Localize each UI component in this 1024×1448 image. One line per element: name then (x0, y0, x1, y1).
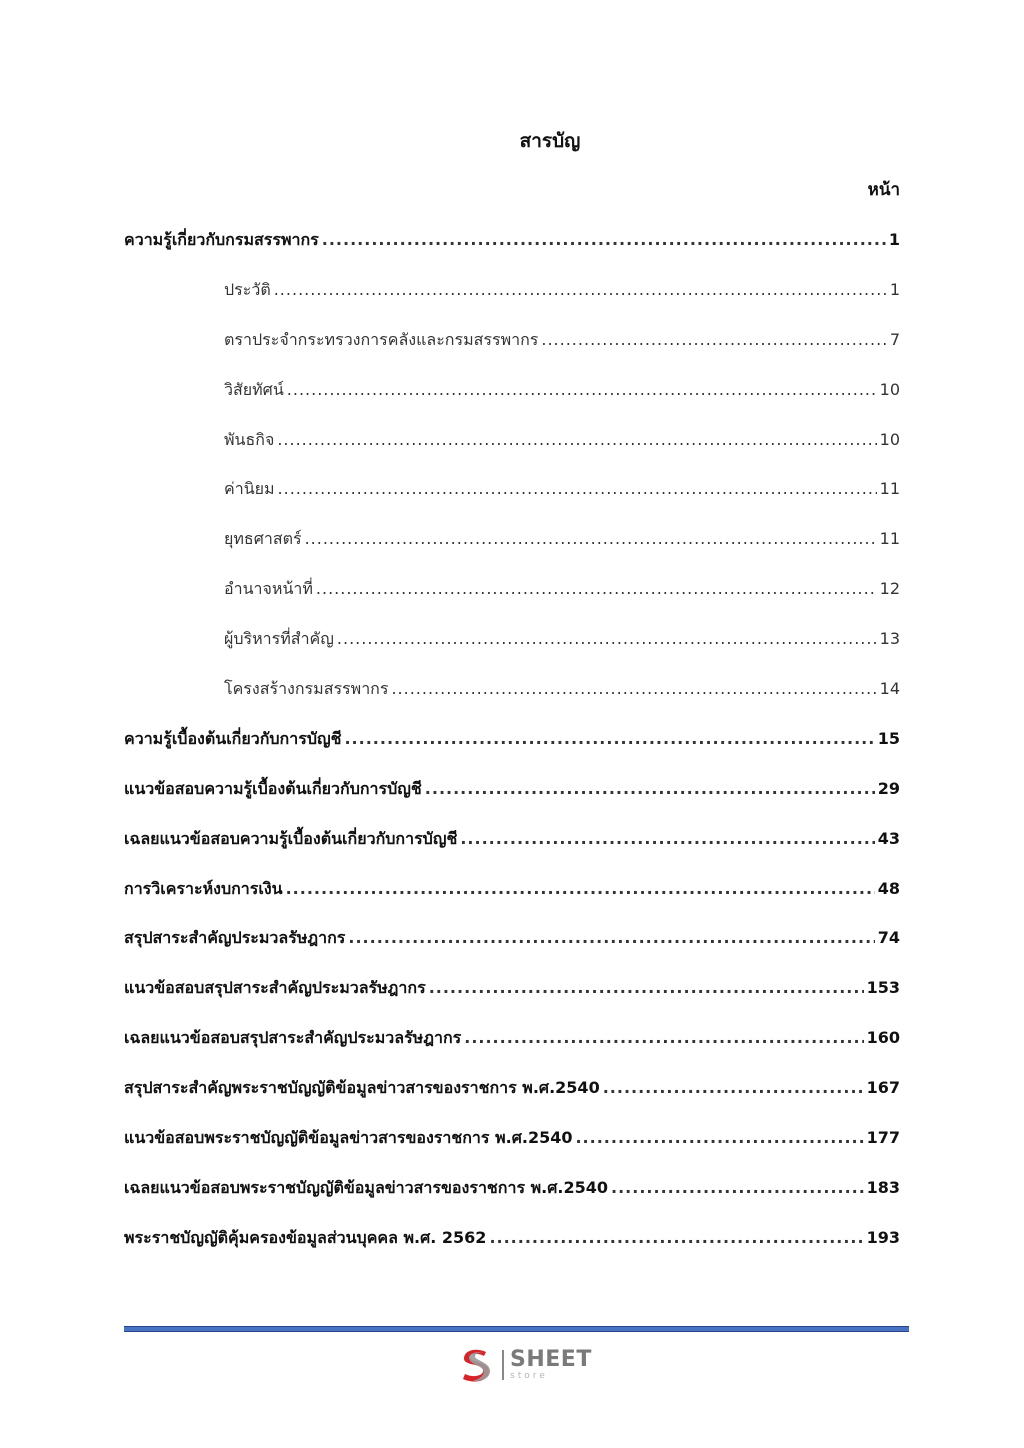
toc-page-number: 160 (866, 1028, 900, 1048)
toc-entry-title: ผู้บริหารที่สำคัญ (224, 629, 334, 649)
toc-entry-title: ความรู้เบื้องต้นเกี่ยวกับการบัญชี (124, 728, 342, 748)
toc-page-number: 11 (879, 479, 900, 499)
toc-row-subsection (124, 324, 900, 374)
toc-page-number: 12 (879, 579, 900, 599)
toc-row-section (124, 723, 900, 773)
toc-entry-title: เฉลยแนวข้อสอบความรู้เบื้องต้นเกี่ยวกับการบัญชี (124, 828, 458, 848)
toc-entry-title: ค่านิยม (224, 479, 275, 499)
toc-dot-leader (286, 873, 875, 905)
toc-entry-title: สรุปสาระสำคัญประมวลรัษฎากร (124, 928, 346, 948)
toc-entry-title: ความรู้เกี่ยวกับกรมสรรพากร (124, 230, 319, 249)
toc-row-section (124, 224, 900, 274)
toc-entry-title: การวิเคราะห์งบการเงิน (124, 878, 283, 898)
toc-page-number: 48 (877, 878, 900, 898)
toc-dot-leader (391, 673, 876, 705)
toc-row-subsection (124, 473, 900, 523)
toc-row-section (124, 922, 900, 972)
toc-page-number: 11 (879, 529, 900, 549)
toc-dot-leader (425, 773, 875, 805)
toc-dot-leader (464, 1022, 863, 1054)
toc-entry-title: พันธกิจ (224, 429, 275, 449)
page-title: สารบัญ (519, 130, 581, 152)
toc-page-number: 7 (889, 329, 900, 349)
page-number-column-header: หน้า (867, 180, 900, 200)
toc-dot-leader (344, 723, 874, 755)
toc-row-section (124, 1122, 900, 1172)
toc-entry-title: เฉลยแนวข้อสอบสรุปสาระสำคัญประมวลรัษฎากร (124, 1028, 462, 1048)
toc-dot-leader (429, 972, 864, 1004)
toc-dot-leader (305, 523, 877, 555)
toc-row-subsection (124, 523, 900, 573)
toc-dot-leader (603, 1072, 864, 1104)
toc-entry-title: แนวข้อสอบความรู้เบื้องต้นเกี่ยวกับการบัญชี (124, 778, 422, 798)
toc-entry-title: วิสัยทัศน์ (224, 379, 284, 399)
toc-entry-title: สรุปสาระสำคัญพระราชบัญญัติข้อมูลข่าวสารของราชการ พ.ศ.2540 (124, 1078, 600, 1098)
brand-divider (502, 1350, 504, 1380)
toc-entry-title: พระราชบัญญัติคุ้มครองข้อมูลส่วนบุคคล พ.ศ. 2562 (124, 1227, 487, 1247)
brand-logo (456, 1344, 592, 1386)
toc-page-number: 74 (877, 928, 900, 948)
toc-page-number: 13 (879, 629, 900, 649)
toc-row-section (124, 1072, 900, 1122)
toc-row-subsection (124, 673, 900, 723)
table-of-contents (124, 224, 900, 1272)
toc-row-section (124, 873, 900, 923)
toc-dot-leader (287, 374, 877, 406)
toc-entry-title: ตราประจำกระทรวงการคลังและกรมสรรพากร (224, 329, 539, 349)
sheet-store-logo-icon (456, 1345, 496, 1385)
toc-dot-leader (541, 324, 886, 356)
brand-subtitle: store (510, 1371, 548, 1381)
toc-row-subsection (124, 623, 900, 673)
toc-page-number: 29 (877, 778, 900, 798)
toc-dot-leader (278, 473, 877, 505)
toc-entry-title: ประวัติ (224, 279, 271, 299)
toc-page-number: 177 (866, 1128, 900, 1148)
toc-dot-leader (348, 922, 874, 954)
toc-row-subsection (124, 424, 900, 474)
toc-row-section (124, 773, 900, 823)
footer-rule (124, 1326, 909, 1332)
brand-text (510, 1349, 592, 1381)
toc-page-number: 14 (879, 679, 900, 699)
toc-entry-title: อำนาจหน้าที่ (224, 579, 313, 599)
toc-row-subsection (124, 374, 900, 424)
toc-page-number: 1 (888, 230, 900, 249)
toc-row-section (124, 1222, 900, 1272)
toc-entry-title: แนวข้อสอบพระราชบัญญัติข้อมูลข่าวสารของราชการ พ.ศ.2540 (124, 1128, 573, 1148)
toc-dot-leader (337, 623, 877, 655)
toc-dot-leader (322, 224, 886, 256)
toc-entry-title: เฉลยแนวข้อสอบพระราชบัญญัติข้อมูลข่าวสารของราชการ พ.ศ.2540 (124, 1177, 609, 1197)
toc-page-number: 10 (879, 429, 900, 449)
toc-row-subsection (124, 274, 900, 324)
toc-dot-leader (611, 1172, 864, 1204)
toc-dot-leader (316, 573, 877, 605)
toc-row-section (124, 1022, 900, 1072)
toc-page-number: 193 (866, 1227, 900, 1247)
toc-entry-title: ยุทธศาสตร์ (224, 529, 302, 549)
toc-page-number: 153 (866, 978, 900, 998)
toc-dot-leader (460, 823, 874, 855)
toc-dot-leader (277, 424, 876, 456)
toc-page-number: 43 (877, 828, 900, 848)
toc-page-number: 15 (877, 728, 900, 748)
toc-page-number: 183 (866, 1177, 900, 1197)
toc-page-number: 167 (866, 1078, 900, 1098)
toc-row-section (124, 823, 900, 873)
toc-entry-title: แนวข้อสอบสรุปสาระสำคัญประมวลรัษฎากร (124, 978, 426, 998)
toc-dot-leader (489, 1222, 863, 1254)
brand-name: SHEET (510, 1347, 592, 1372)
toc-page-number: 1 (889, 279, 900, 299)
toc-page-number: 10 (879, 379, 900, 399)
toc-dot-leader (575, 1122, 863, 1154)
toc-dot-leader (274, 274, 887, 306)
toc-entry-title: โครงสร้างกรมสรรพากร (224, 679, 389, 699)
toc-row-section (124, 1172, 900, 1222)
toc-row-section (124, 972, 900, 1022)
toc-row-subsection (124, 573, 900, 623)
